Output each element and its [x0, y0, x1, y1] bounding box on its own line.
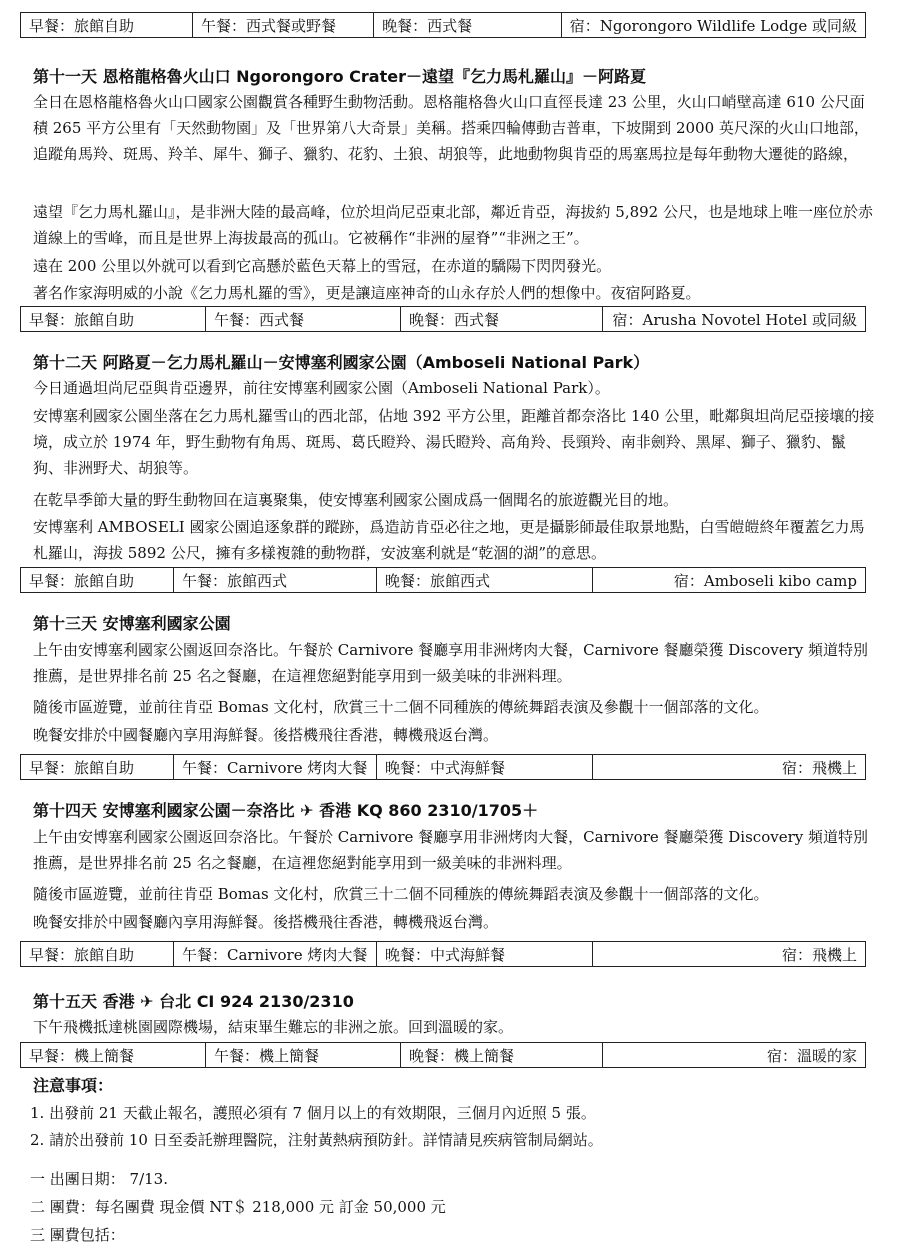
dinner-cell: 晚餐：西式餐	[374, 13, 562, 37]
day14-title: 第十四天 安博塞利國家公園－奈洛比 ✈ 香港 KQ 860 2310/1705＋	[33, 801, 539, 820]
dinner-cell: 晚餐：機上簡餐	[401, 1043, 603, 1067]
day11-para4: 著名作家海明威的小說《乞力馬札羅的雪》，更是讓這座神奇的山永存於人們的想像中。夜宿阿路夏。	[33, 284, 701, 302]
day14-para1: 上午由安博塞利國家公園返回奈洛比。午餐於 Carnivore 餐廳享用非洲烤肉大餐，Carnivore 餐廳榮獲 Discovery 頻道特別推薦，是世界排名前 25 名之餐廳，在這裡您絕對能享用到一級美味的非洲料理。	[33, 828, 868, 872]
breakfast-cell: 早餐：機上簡餐	[21, 1043, 206, 1067]
day13-para3: 晚餐安排於中國餐廳內享用海鮮餐。後搭機飛往香港，轉機飛返台灣。	[33, 726, 499, 744]
day15-para1: 下午飛機抵達桃園國際機場，結束畢生難忘的非洲之旅。回到溫暖的家。	[33, 1018, 514, 1036]
day12-title: 第十二天 阿路夏－乞力馬札羅山－安博塞利國家公園（Amboseli National Park）	[33, 353, 650, 372]
info-tour-fee: 二 團費：每名團費 現金價 NT＄ 218,000 元 訂金 50,000 元	[30, 1198, 446, 1216]
hotel-cell: 宿：飛機上	[781, 946, 857, 964]
lunch-cell: 午餐：西式餐	[206, 307, 401, 331]
info-fee-includes: 三 團費包括：	[30, 1226, 125, 1244]
day11-para3: 遠在 200 公里以外就可以看到它高懸於藍色天幕上的雪冠，在赤道的驕陽下閃閃發光。	[33, 257, 612, 275]
info-departure-date: 一 出團日期： 7/13.	[30, 1170, 168, 1188]
day15-title: 第十五天 香港 ✈ 台北 CI 924 2130/2310	[33, 992, 354, 1011]
meal-table-day14	[20, 941, 866, 967]
hotel-cell: 宿：Ngorongoro Wildlife Lodge 或同級	[569, 17, 857, 35]
lunch-cell: 午餐：機上簡餐	[206, 1043, 401, 1067]
dinner-cell: 晚餐：旅館西式	[377, 568, 593, 592]
day11-para2: 遠望『乞力馬札羅山』，是非洲大陸的最高峰，位於坦尚尼亞東北部，鄰近肯亞，海拔約 5,892 公尺，也是地球上唯一座位於赤道線上的雪峰，而且是世界上海拔最高的孤山。它被稱作“非洲的屋脊”“非洲之王”。	[33, 203, 873, 247]
note-item-1: 1. 出發前 21 天截止報名，護照必須有 7 個月以上的有效期限，三個月內近照 5 張。	[30, 1104, 596, 1122]
day13-para1: 上午由安博塞利國家公園返回奈洛比。午餐於 Carnivore 餐廳享用非洲烤肉大餐，Carnivore 餐廳榮獲 Discovery 頻道特別推薦，是世界排名前 25 名之餐廳，在這裡您絕對能享用到一級美味的非洲料理。	[33, 641, 868, 685]
hotel-cell: 宿：飛機上	[781, 759, 857, 777]
breakfast-cell: 早餐：旅館自助	[21, 13, 193, 37]
lunch-cell: 午餐：Carnivore 烤肉大餐	[174, 755, 377, 779]
breakfast-cell: 早餐：旅館自助	[21, 568, 174, 592]
hotel-cell: 宿：Amboseli kibo camp	[673, 572, 857, 590]
breakfast-cell: 早餐：旅館自助	[21, 755, 174, 779]
lunch-cell: 午餐：旅館西式	[174, 568, 377, 592]
dinner-cell: 晚餐：西式餐	[401, 307, 603, 331]
meal-table-day10	[20, 12, 866, 38]
day11-title: 第十一天 恩格龍格魯火山口 Ngorongoro Crater－遠望『乞力馬札羅山』－阿路夏	[33, 67, 646, 86]
day14-para2: 隨後市區遊覽，並前往肯亞 Bomas 文化村，欣賞三十二個不同種族的傳統舞蹈表演及參觀十一個部落的文化。	[33, 885, 769, 903]
day13-para2: 隨後市區遊覽，並前往肯亞 Bomas 文化村，欣賞三十二個不同種族的傳統舞蹈表演及參觀十一個部落的文化。	[33, 698, 769, 716]
meal-table-day11	[20, 306, 866, 332]
meal-table-day13	[20, 754, 866, 780]
day12-para4: 安博塞利 AMBOSELI 國家公園追逐象群的蹤跡，爲造訪肯亞必往之地，更是攝影師最佳取景地點，白雪皚皚終年覆蓋乞力馬札羅山，海拔 5892 公尺，擁有多樣複雜的動物群，安波塞利就是“乾涸的湖”的意思。	[33, 518, 865, 562]
hotel-cell: 宿：溫暖的家	[766, 1047, 857, 1065]
day12-para2: 安博塞利國家公園坐落在乞力馬札羅雪山的西北部，佔地 392 平方公里，距離首都奈洛比 140 公里，毗鄰與坦尚尼亞接壤的接境，成立於 1974 年，野生動物有角馬、斑馬、葛氏瞪羚、湯氏瞪羚、高角羚、長頸羚、南非劍羚、黑犀、獅子、獵豹、鬣狗、非洲野犬、胡狼等。	[33, 407, 875, 477]
dinner-cell: 晚餐：中式海鮮餐	[377, 942, 593, 966]
day13-title: 第十三天 安博塞利國家公園	[33, 614, 231, 633]
lunch-cell: 午餐：Carnivore 烤肉大餐	[174, 942, 377, 966]
breakfast-cell: 早餐：旅館自助	[21, 307, 206, 331]
meal-table-day12	[20, 567, 866, 593]
notes-heading: 注意事項：	[33, 1076, 114, 1095]
day12-para1: 今日通過坦尚尼亞與肯亞邊界，前往安博塞利國家公園（Amboseli National Park）。	[33, 379, 610, 397]
note-item-2: 2. 請於出發前 10 日至委託辦理醫院，注射黃熱病預防針。詳情請見疾病管制局網站。	[30, 1131, 603, 1149]
day12-para3: 在乾旱季節大量的野生動物回在這裏聚集，使安博塞利國家公園成爲一個聞名的旅遊觀光目的地。	[33, 491, 679, 509]
lunch-cell: 午餐：西式餐或野餐	[193, 13, 374, 37]
day14-para3: 晚餐安排於中國餐廳內享用海鮮餐。後搭機飛往香港，轉機飛返台灣。	[33, 913, 499, 931]
day11-para1: 全日在恩格龍格魯火山口國家公園觀賞各種野生動物活動。恩格龍格魯火山口直徑長達 23 公里，火山口峭壁高達 610 公尺面積 265 平方公里有「天然動物園」及「世界第八大奇景」美稱。搭乘四輪傳動吉普車，下坡開到 2000 英尺深的火山口地部，追蹤角馬羚、斑馬、羚羊、犀牛、獅子、獵豹、花豹、土狼、胡狼等，此地動物與肯亞的馬塞馬拉是每年動物大遷徙的路線，	[33, 93, 869, 163]
meal-table-day15	[20, 1042, 866, 1068]
dinner-cell: 晚餐：中式海鮮餐	[377, 755, 593, 779]
breakfast-cell: 早餐：旅館自助	[21, 942, 174, 966]
hotel-cell: 宿：Arusha Novotel Hotel 或同級	[612, 311, 857, 329]
